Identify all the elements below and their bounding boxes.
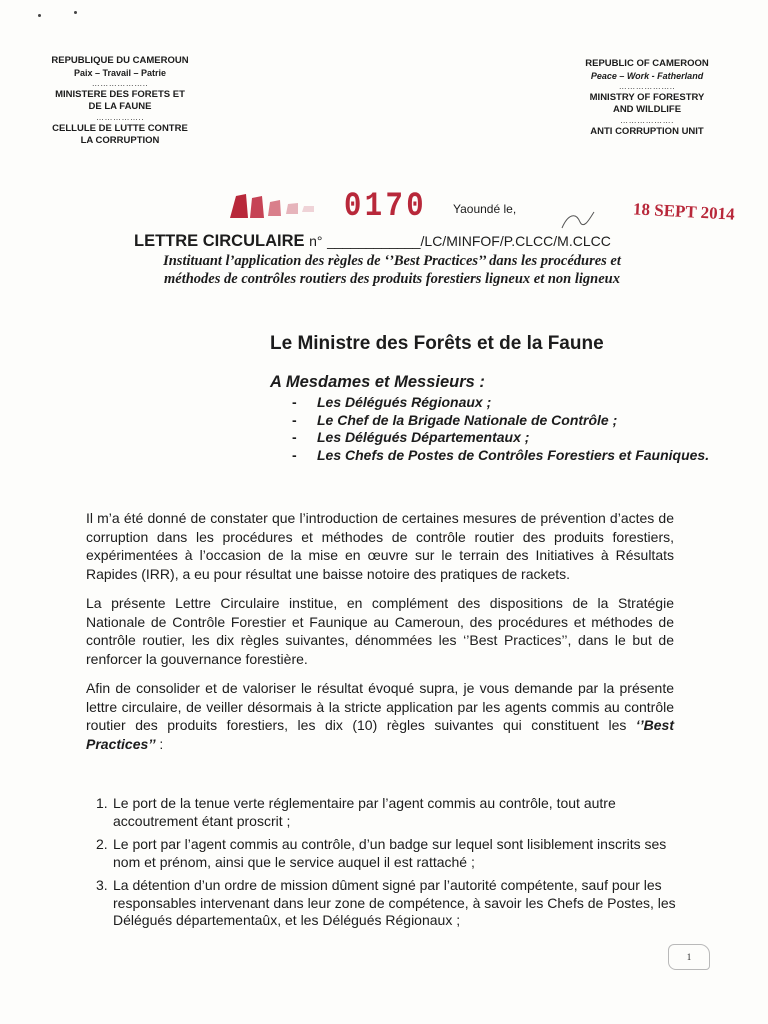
separator: ……………….. (91, 79, 149, 88)
country-fr: REPUBLIQUE DU CAMEROUN (51, 55, 189, 66)
signature-icon (558, 208, 598, 232)
unit-en: ANTI CORRUPTION UNIT (590, 126, 704, 137)
unit-fr-line2: LA CORRUPTION (80, 135, 160, 146)
date-stamp: 18 SEPT 2014 (632, 199, 736, 224)
separator: …………….. (96, 113, 144, 122)
number-label: n° (309, 233, 323, 249)
subject-line: Instituant l’application des règles de ‘’Best Practices’’ dans les procédures et (163, 253, 621, 269)
place-label: Yaoundé le, (453, 202, 517, 216)
scan-speck (74, 11, 77, 14)
ministry-en-line1: MINISTRY OF FORESTRY (589, 92, 705, 103)
country-en: REPUBLIC OF CAMEROON (585, 58, 709, 69)
rule-item: 3. La détention d’un ordre de mission dûment signé par l’autorité compétente, sauf pour les responsables intervenant dans leur zone de compétence, à savoir les Chefs de Postes, les Délégués départementaûx, et les Délégués Régionaux ; (96, 877, 676, 928)
list-item: - Les Chefs de Postes de Contrôles Forestiers et Fauniques. (292, 446, 710, 463)
ministry-fr-line2: DE LA FAUNE (88, 101, 152, 112)
rule-item: 2. Le port par l’agent commis au contrôle, d’un badge sur lequel sont lisiblement inscrits ses nom et prénom, ainsi que le service auquel il est rattaché ; (96, 836, 667, 870)
motto-fr: Paix – Travail – Patrie (73, 68, 167, 78)
circular-title (134, 232, 611, 251)
separator: ………………. (620, 116, 674, 125)
stamp-number: 0170 (344, 188, 427, 226)
circular-label: LETTRE CIRCULAIRE (134, 232, 305, 250)
stamp-blot-icon (228, 192, 318, 220)
stamp-row (228, 188, 748, 228)
page-number: 1 (668, 944, 710, 970)
number-blank: ____________ (327, 233, 421, 249)
body-text (86, 509, 674, 764)
paragraph: La présente Lettre Circulaire institue, en complément des dispositions de la Stratégie Nationale de Contrôle Forestier et Faunique au Cameroun, des procédures et méthodes de contrôle routier, les dix règles suivantes, dénommées les ‘’Best Practices’’, dans le but de renforcer la gouvernance forestière. (86, 595, 674, 667)
header-left (40, 55, 200, 147)
ministry-en-line2: AND WILDLIFE (612, 104, 682, 115)
addressees-heading: A Mesdames et Messieurs : (270, 373, 485, 391)
paragraph: Afin de consolider et de valoriser le résultat évoqué supra, je vous demande par la présente lettre circulaire, de veiller désormais à la stricte application par les agents commis au contrôle routier des produits forestiers, les dix (10) règles suivantes qui constituent les ‘’Best Practices’’ : (86, 680, 674, 752)
circular-subject (112, 252, 672, 288)
list-item: - Les Délégués Régionaux ; (292, 394, 492, 410)
separator: ……………….. (618, 82, 676, 91)
motto-en: Peace – Work - Fatherland (590, 71, 704, 81)
paragraph: Il m’a été donné de constater que l’introduction de certaines mesures de prévention d’actes de corruption dans les procédures et méthodes de contrôle routier des produits forestiers, expérimentées à l’occasion de la mise en œuvre sur le terrain des Initiatives à Résultats Rapides (IRR), a eu pour résultat une baisse notoire des pratiques de rackets. (86, 510, 674, 582)
subject-line: méthodes de contrôles routiers des produits forestiers ligneux et non ligneux (164, 271, 620, 287)
rule-item: 1. Le port de la tenue verte réglementaire par l’agent commis au contrôle, tout autre accoutrement étant proscrit ; (96, 795, 616, 829)
list-item: - Le Chef de la Brigade Nationale de Contrôle ; (292, 411, 618, 428)
rules-list (96, 795, 676, 936)
minister-heading: Le Ministre des Forêts et de la Faune (270, 333, 604, 354)
scan-speck (38, 14, 41, 17)
header-right (572, 58, 722, 138)
circular-reference: /LC/MINFOF/P.CLCC/M.CLCC (420, 233, 611, 249)
addressees (270, 373, 710, 464)
best-practices-emphasis: ‘’Best Practices’’ (86, 717, 674, 752)
ministry-fr-line1: MINISTERE DES FORETS ET (55, 89, 185, 100)
unit-fr-line1: CELLULE DE LUTTE CONTRE (52, 123, 188, 134)
list-item: - Les Délégués Départementaux ; (292, 429, 530, 445)
addressees-list (270, 394, 710, 464)
